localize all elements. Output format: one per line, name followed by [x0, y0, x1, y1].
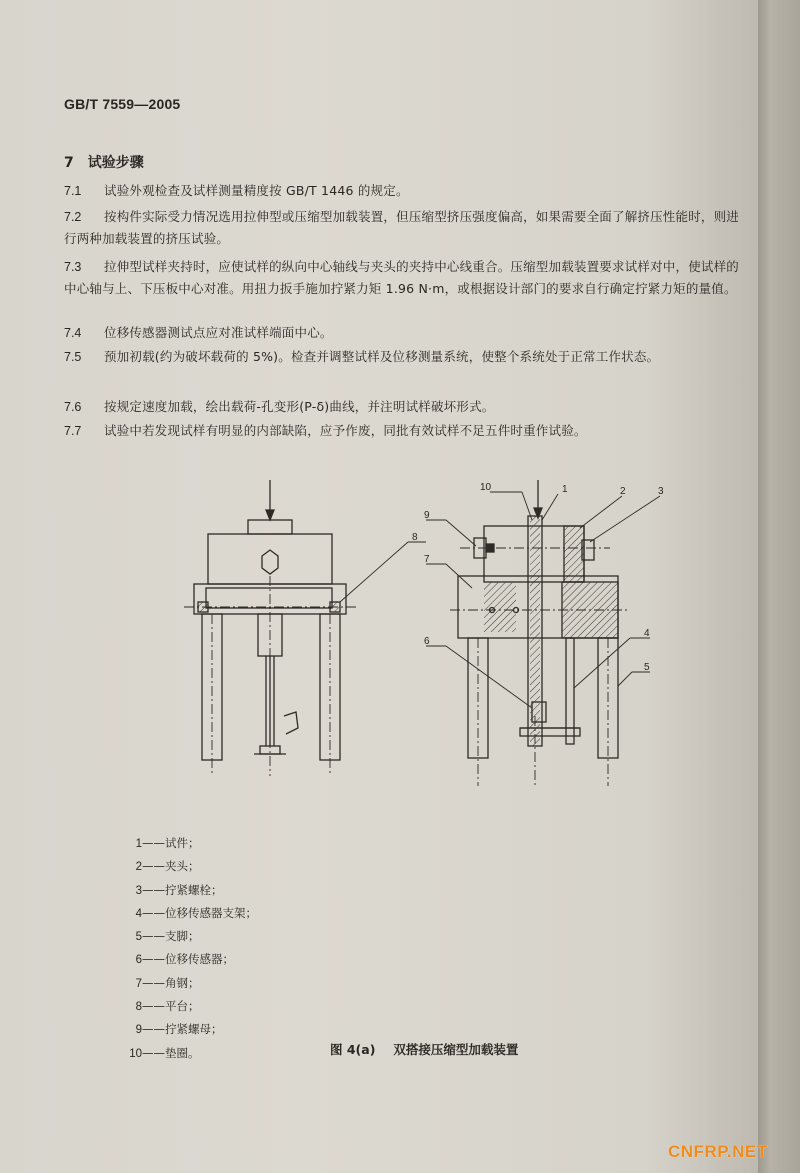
paragraph-number: 7.1 — [64, 184, 82, 198]
loading-device-drawing — [180, 476, 700, 806]
paragraph-7-7 — [64, 420, 744, 442]
legend-item: 10——垫圈。 — [129, 1045, 200, 1060]
paragraph-number: 7.3 — [64, 260, 82, 274]
paragraph-7-6 — [64, 396, 744, 418]
legend-item: 4——位移传感器支架； — [135, 905, 257, 920]
label-1: 1 — [562, 484, 568, 495]
paragraph-7-2 — [64, 206, 744, 250]
standard-code: GB/T 7559—2005 — [64, 96, 181, 112]
label-2: 2 — [620, 486, 626, 497]
paragraph-7-1 — [64, 180, 744, 202]
paragraph-number: 7.6 — [64, 400, 82, 414]
caption-label: 图 4(a) — [330, 1042, 376, 1057]
figure-legend — [124, 832, 257, 1065]
label-9: 9 — [424, 510, 430, 521]
paragraph-text: 预加初载(约为破坏载荷的 5%)。检查并调整试样及位移测量系统，使整个系统处于正常工作状态。 — [104, 349, 660, 364]
section-view — [426, 480, 660, 786]
legend-item: 6——位移传感器； — [135, 952, 234, 967]
section-heading — [64, 152, 144, 172]
paragraph-text: 拉伸型试样夹持时，应使试样的纵向中心轴线与夹头的夹持中心线重合。压缩型加载装置要求试样对中，使试样的中心轴与上、下压板中心对准。用扭力扳手施加拧紧力矩 1.96 N·m，或根据设计部门的要求自行确定拧紧力矩的量值。 — [64, 259, 740, 296]
legend-item: 8——平台； — [135, 999, 200, 1014]
label-10: 10 — [480, 482, 492, 493]
page-edge — [758, 0, 800, 1173]
label-7: 7 — [424, 554, 430, 565]
legend-item: 1——试件； — [135, 836, 200, 850]
paragraph-text: 按构件实际受力情况选用拉伸型或压缩型加载装置，但压缩型挤压强度偏高，如果需要全面了解挤压性能时，则进行两种加载装置的挤压试验。 — [64, 209, 740, 246]
legend-item: 7——角钢； — [135, 975, 200, 990]
section-title-text: 试验步骤 — [87, 155, 144, 171]
paragraph-number: 7.2 — [64, 210, 82, 224]
label-8: 8 — [412, 532, 418, 543]
section-number: 7 — [64, 155, 74, 171]
paragraph-7-5 — [64, 346, 744, 368]
legend-item: 3——拧紧螺栓； — [135, 882, 223, 897]
label-3: 3 — [658, 486, 664, 497]
label-6: 6 — [424, 636, 430, 647]
site-watermark: CNFRP.NET — [668, 1142, 768, 1161]
paragraph-text: 按规定速度加载，绘出载荷-孔变形(P-δ)曲线，并注明试样破坏形式。 — [104, 399, 495, 414]
legend-item: 9——拧紧螺母； — [135, 1022, 223, 1037]
paragraph-number: 7.4 — [64, 326, 82, 340]
paragraph-number: 7.5 — [64, 350, 82, 364]
figure-drawing — [180, 476, 700, 806]
paragraph-7-4 — [64, 322, 744, 344]
label-4: 4 — [644, 628, 650, 639]
paragraph-7-3 — [64, 256, 744, 300]
legend-item: 2——夹头； — [135, 859, 200, 874]
paragraph-number: 7.7 — [64, 424, 82, 438]
caption-text: 双搭接压缩型加载装置 — [393, 1042, 519, 1057]
paragraph-text: 位移传感器测试点应对准试样端面中心。 — [104, 325, 333, 340]
label-5: 5 — [644, 662, 650, 673]
legend-item: 5——支脚； — [135, 929, 200, 944]
paragraph-text: 试验中若发现试样有明显的内部缺陷，应予作废，同批有效试样不足五件时重作试验。 — [104, 423, 587, 438]
front-view — [184, 480, 426, 776]
paragraph-text: 试验外观检查及试样测量精度按 GB/T 1446 的规定。 — [104, 183, 409, 198]
figure-caption — [330, 1040, 518, 1058]
